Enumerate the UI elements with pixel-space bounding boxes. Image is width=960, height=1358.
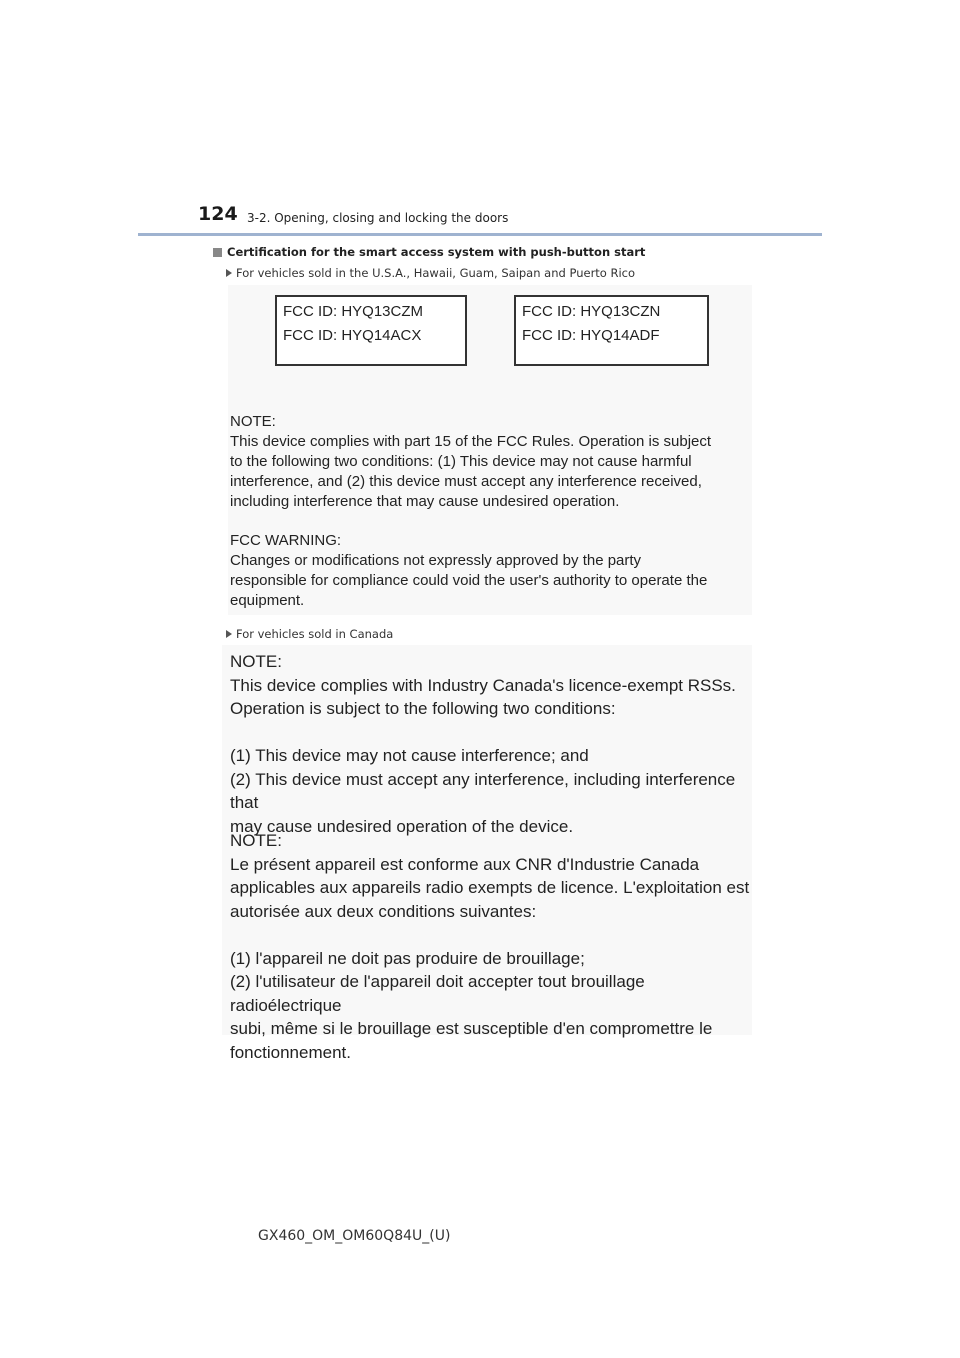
page-number: 124: [198, 203, 238, 225]
fcc-warning: FCC WARNING: Changes or modifications not expressly approved by the party responsible for compliance could void the user's authority to operate the equipment.: [230, 532, 708, 609]
header-rule: [138, 233, 822, 236]
triangle-bullet-icon: [226, 630, 232, 638]
fcc-id-box-2: [514, 295, 709, 366]
square-bullet-icon: [213, 248, 222, 257]
fcc-id-line: FCC ID: HYQ13CZM: [283, 303, 424, 320]
fcc-id-line: FCC ID: HYQ14ACX: [283, 327, 422, 344]
fcc-id-line: FCC ID: HYQ13CZN: [522, 303, 661, 320]
section-title: 3-2. Opening, closing and locking the doors: [247, 211, 509, 225]
bullet-canada-text: For vehicles sold in Canada: [236, 627, 394, 641]
heading-text: Certification for the smart access system with push-button start: [227, 245, 646, 259]
fcc-id-box-1: [275, 295, 467, 366]
subsection-heading: [213, 245, 645, 259]
bullet-canada: [226, 627, 393, 641]
bullet-usa: [226, 266, 635, 280]
fcc-id-line: FCC ID: HYQ14ADF: [522, 327, 660, 344]
ic-label-image-canada: [222, 645, 752, 1062]
fcc-note: NOTE: This device complies with part 15 of the FCC Rules. Operation is subject to the following two conditions: (1) This device may not cause harmful interference, and (2) this device must accept any interference received, including interference that may cause undesired operation.: [230, 413, 712, 510]
ic-note-french: NOTE: Le présent appareil est conforme aux CNR d'Industrie Canada applicables aux appareils radio exempts de licence. L'exploitation est autorisée aux deux conditions suivantes: (1) l'appareil ne doit pas produire de brouillage; (2) l'utilisateur de l'appareil doit accepter tout brouillage radioélectrique subi, même si le brouillage est susceptible d'en compromettre le fonctionnement.: [230, 831, 750, 1062]
document-code: GX460_OM_OM60Q84U_(U): [258, 1228, 451, 1244]
triangle-bullet-icon: [226, 269, 232, 277]
fcc-label-image-usa: [228, 285, 752, 615]
ic-note-english: NOTE: This device complies with Industry Canada's licence-exempt RSSs. Operation is subject to the following two conditions: (1) This device may not cause interference; and (2) This device must accept any interference, including interference that may cause undesired operation of the device.: [230, 652, 736, 836]
bullet-usa-text: For vehicles sold in the U.S.A., Hawaii, Guam, Saipan and Puerto Rico: [236, 266, 636, 280]
